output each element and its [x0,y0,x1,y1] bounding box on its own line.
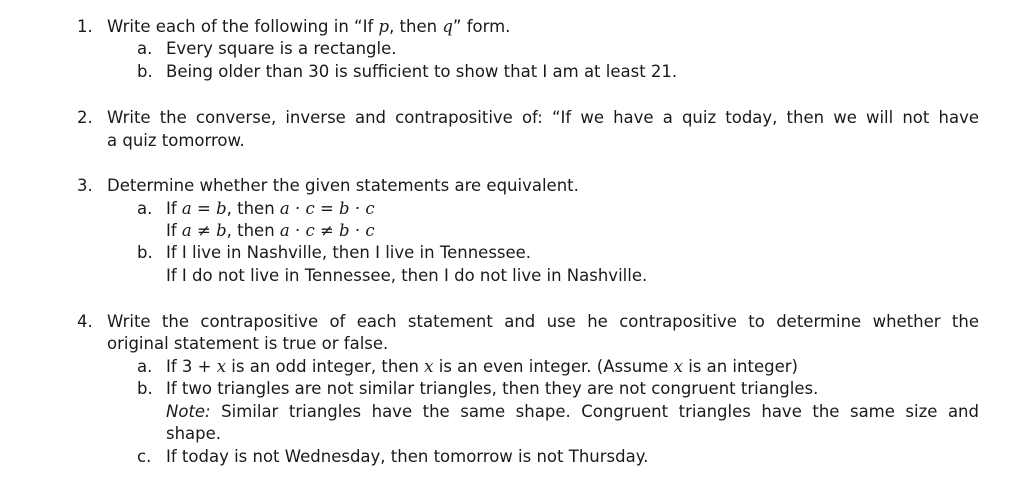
q4a-text [166,356,798,378]
q1-var-p: p [378,17,390,36]
q4-line1: Write the contrapositive of each statement and use he contrapositive to determine whether the [107,312,979,331]
q3-text: Determine whether the given statements are equivalent. [107,176,579,195]
q1b-label: b. [137,62,153,81]
q4a-t4: is an integer) [682,357,798,376]
q3a-s2-then: , then [226,221,280,240]
q2-number: 2. [77,108,93,127]
q4a-t3: is an even integer. (Assume [433,357,674,376]
q4c-text: If today is not Wednesday, then tomorrow is not Thursday. [166,447,649,466]
q4b-note-line1 [166,401,979,423]
q3a-label: a. [137,199,153,218]
q4a-label: a. [137,357,153,376]
q1-text-after: ” form. [452,17,511,36]
q4b-label: b. [137,379,153,398]
q1a-label: a. [137,39,153,58]
q2-line1: Write the converse, inverse and contrapositive of: “If we have a quiz today, then we will not have [107,108,979,127]
q3-number: 3. [77,176,93,195]
q3a-s2-if: If [166,221,182,240]
q1b-text: Being older than 30 is sufficient to show that I am at least 21. [166,62,678,81]
q4a-x1: x [216,357,227,376]
q4a-x2: x [424,357,434,376]
q3a-s1-cond: a = b [181,199,227,218]
q3b-statement-1: If I live in Nashville, then I live in Tennessee. [166,243,532,262]
q4b-note-label: Note: [166,402,211,421]
q2-line2: a quiz tomorrow. [107,131,245,150]
q3a-statement-1 [166,198,375,220]
q1-text-before: Write each of the following in “If [107,17,379,36]
q3a-s1-if: If [166,199,182,218]
q3a-s1-then: , then [226,199,280,218]
q3b-statement-2: If I do not live in Tennessee, then I do not live in Nashville. [166,266,648,285]
q1a-text: Every square is a rectangle. [166,39,397,58]
q1-number: 1. [77,17,93,36]
q3a-s2-cond: a ≠ b [181,221,227,240]
q4b-note-text: Similar triangles have the same shape. Congruent triangles have the same size and [210,402,979,421]
q1-prompt [107,16,510,38]
q4c-label: c. [137,447,152,466]
q3a-s1-concl: a · c = b · c [279,199,375,218]
q3a-statement-2 [166,220,375,242]
q4a-t1: If 3 + [166,357,217,376]
q4-line2: original statement is true or false. [107,334,389,353]
q3b-label: b. [137,243,153,262]
q3a-s2-concl: a · c ≠ b · c [279,221,375,240]
q4a-t2: is an odd integer, then [226,357,425,376]
q4b-text: If two triangles are not similar triangles, then they are not congruent triangles. [166,379,819,398]
q4-number: 4. [77,312,93,331]
q4b-note-line2: shape. [166,424,222,443]
q4a-x3: x [673,357,683,376]
q1-var-q: q [442,17,453,36]
q1-text-mid: , then [389,17,443,36]
